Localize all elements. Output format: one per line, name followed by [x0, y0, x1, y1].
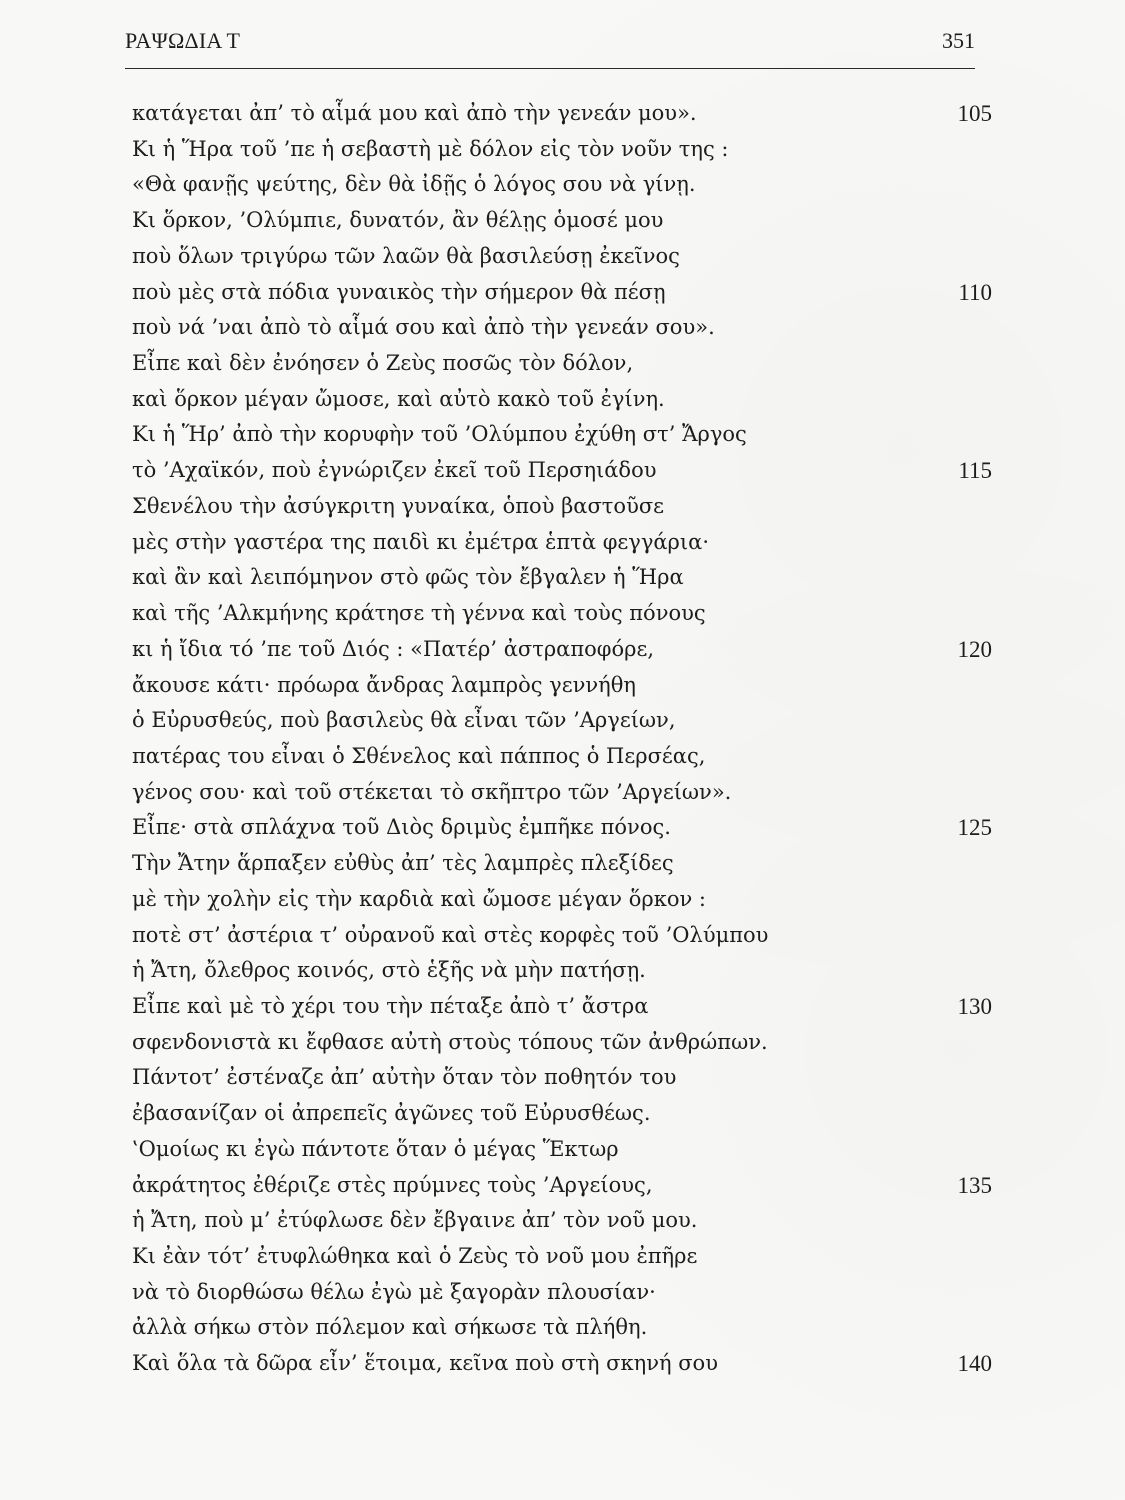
verse-line — [132, 953, 992, 989]
verse-text: τὸ ’Αχαϊκόν, ποὺ ἐγνώριζεν ἐκεῖ τοῦ Περσηιάδου — [132, 458, 657, 483]
verse-line — [132, 346, 992, 382]
verse-line — [132, 417, 992, 453]
verse-text: Κι ἡ Ἥρα τοῦ ’πε ἡ σεβαστὴ μὲ δόλον εἰς τὸν νοῦν της : — [132, 136, 729, 161]
verse-text: νὰ τὸ διορθώσω θέλω ἐγὼ μὲ ξαγορὰν πλουσίαν· — [132, 1279, 656, 1304]
verse-text: Κι ὅρκον, ’Ολύμπιε, δυνατόν, ἂν θέλῃς ὁμοσέ μου — [132, 208, 664, 233]
verse-line — [132, 1060, 992, 1096]
verse-line — [132, 560, 992, 596]
verse-text: Εἶπε καὶ μὲ τὸ χέρι του τὴν πέταξε ἀπὸ τ’ ἄστρα — [132, 993, 649, 1018]
verse-text: ποὺ ὅλων τριγύρω τῶν λαῶν θὰ βασιλεύσῃ ἐκεῖνος — [132, 243, 680, 268]
verse-text: Κι ἡ Ἥρ’ ἀπὸ τὴν κορυφὴν τοῦ ’Ολύμπου ἐχύθη στ’ Ἄργος — [132, 422, 747, 447]
verse-text: ὁ Εὐρυσθεύς, ποὺ βασιλεὺς θὰ εἶναι τῶν ’Αργείων, — [132, 708, 676, 733]
verse-line — [132, 632, 992, 668]
line-number: 135 — [957, 1172, 992, 1198]
verse-text: Εἶπε καὶ δὲν ἐνόησεν ὁ Ζεὺς ποσῶς τὸν δόλον, — [132, 351, 634, 376]
verse-line — [132, 596, 992, 632]
verse-line — [132, 167, 992, 203]
verse-text: ἄκουσε κάτι· πρόωρα ἄνδρας λαμπρὸς γεννήθη — [132, 672, 636, 697]
verse-text: Σθενέλου τὴν ἀσύγκριτη γυναίκα, ὁποὺ βαστοῦσε — [132, 493, 665, 518]
verse-line — [132, 1310, 992, 1346]
verse-text: κι ἡ ἴδια τό ’πε τοῦ Διός : «Πατέρ’ ἀστραποφόρε, — [132, 636, 655, 661]
verse-line — [132, 1346, 992, 1382]
verse-text: μὲ τὴν χολὴν εἰς τὴν καρδιὰ καὶ ὤμοσε μέγαν ὅρκον : — [132, 886, 707, 911]
verse-line — [132, 846, 992, 882]
verse-line — [132, 739, 992, 775]
verse-line — [132, 453, 992, 489]
verse-text: ἐβασανίζαν οἱ ἀπρεπεῖς ἀγῶνες τοῦ Εὐρυσθέως. — [132, 1101, 651, 1126]
verse-text: «Θὰ φανῇς ψεύτης, δὲν θὰ ἰδῇς ὁ λόγος σου νὰ γίνῃ. — [132, 172, 696, 197]
verse-line — [132, 1168, 992, 1204]
verse-text: πατέρας του εἶναι ὁ Σθένελος καὶ πάππος ὁ Περσέας, — [132, 743, 706, 768]
page-header — [125, 28, 975, 69]
verse-text: ἡ Ἄτη, ὄλεθρος κοινός, στὸ ἑξῆς νὰ μὴν πατήσῃ. — [132, 958, 646, 983]
verse-line — [132, 239, 992, 275]
verse-line — [132, 775, 992, 811]
verse-line — [132, 275, 992, 311]
verse-text: καὶ τῆς ’Αλκμήνης κράτησε τὴ γέννα καὶ τοὺς πόνους — [132, 601, 706, 626]
verse-line — [132, 525, 992, 561]
verse-line — [132, 96, 992, 132]
verse-line — [132, 989, 992, 1025]
verse-text: κατάγεται ἀπ’ τὸ αἷμά μου καὶ ἀπὸ τὴν γενεάν μου». — [132, 101, 697, 125]
verse-text: ἡ Ἄτη, ποὺ μ’ ἐτύφλωσε δὲν ἔβγαινε ἀπ’ τὸν νοῦ μου. — [132, 1208, 698, 1233]
verse-line — [132, 918, 992, 954]
line-number: 130 — [957, 993, 992, 1019]
verse-text: ‛Ομοίως κι ἐγὼ πάντοτε ὅταν ὁ μέγας Ἕκτωρ — [132, 1136, 619, 1161]
poem-body — [132, 96, 992, 1382]
verse-line — [132, 1132, 992, 1168]
verse-text: Κι ἐὰν τότ’ ἐτυφλώθηκα καὶ ὁ Ζεὺς τὸ νοῦ μου ἐπῆρε — [132, 1244, 698, 1268]
line-number: 125 — [957, 815, 992, 841]
verse-line — [132, 1096, 992, 1132]
line-number: 140 — [957, 1351, 992, 1377]
verse-line — [132, 882, 992, 918]
verse-text: Πάντοτ’ ἐστέναζε ἀπ’ αὐτὴν ὅταν τὸν ποθητόν του — [132, 1065, 677, 1090]
verse-text: Τὴν Ἄτην ἅρπαξεν εὐθὺς ἀπ’ τὲς λαμπρὲς πλεξίδες — [132, 851, 674, 876]
verse-line — [132, 203, 992, 239]
verse-text: μὲς στὴν γαστέρα της παιδὶ κι ἐμέτρα ἑπτὰ φεγγάρια· — [132, 529, 709, 554]
verse-line — [132, 1025, 992, 1061]
verse-line — [132, 132, 992, 168]
verse-text: καὶ ὅρκον μέγαν ὤμοσε, καὶ αὐτὸ κακὸ τοῦ ἐγίνη. — [132, 386, 665, 411]
verse-text: γένος σου· καὶ τοῦ στέκεται τὸ σκῆπτρο τῶν ’Αργείων». — [132, 779, 732, 804]
page-number: 351 — [942, 28, 975, 53]
verse-line — [132, 1275, 992, 1311]
verse-line — [132, 382, 992, 418]
line-number: 120 — [957, 636, 992, 662]
verse-line — [132, 810, 992, 846]
line-number: 105 — [957, 101, 992, 126]
verse-text: Καὶ ὅλα τὰ δῶρα εἶν’ ἕτοιμα, κεῖνα ποὺ στὴ σκηνή σου — [132, 1351, 718, 1376]
verse-line — [132, 310, 992, 346]
verse-line — [132, 1203, 992, 1239]
verse-line — [132, 1239, 992, 1275]
verse-line — [132, 489, 992, 525]
verse-line — [132, 703, 992, 739]
line-number: 115 — [958, 458, 992, 484]
verse-text: ποὺ νά ’ναι ἀπὸ τὸ αἷμά σου καὶ ἀπὸ τὴν γενεάν σου». — [132, 315, 715, 340]
verse-text: σφενδονιστὰ κι ἔφθασε αὐτὴ στοὺς τόπους τῶν ἀνθρώπων. — [132, 1029, 768, 1054]
page-title: ΡΑΨΩΔΙΑ Τ — [125, 28, 241, 53]
verse-text: ἀκράτητος ἐθέριζε στὲς πρύμνες τοὺς ’Αργείους, — [132, 1172, 653, 1197]
verse-text: ποτὲ στ’ ἀστέρια τ’ οὐρανοῦ καὶ στὲς κορφὲς τοῦ ’Ολύμπου — [132, 922, 769, 947]
verse-text: ἀλλὰ σήκω στὸν πόλεμον καὶ σήκωσε τὰ πλήθη. — [132, 1315, 648, 1340]
verse-text: ποὺ μὲς στὰ πόδια γυναικὸς τὴν σήμερον θὰ πέσῃ — [132, 279, 666, 304]
verse-line — [132, 668, 992, 704]
verse-text: καὶ ἂν καὶ λειπόμηνον στὸ φῶς τὸν ἔβγαλεν ἡ Ἥρα — [132, 565, 684, 590]
line-number: 110 — [958, 279, 992, 305]
verse-text: Εἶπε· στὰ σπλάχνα τοῦ Διὸς δριμὺς ἐμπῆκε πόνος. — [132, 815, 671, 840]
